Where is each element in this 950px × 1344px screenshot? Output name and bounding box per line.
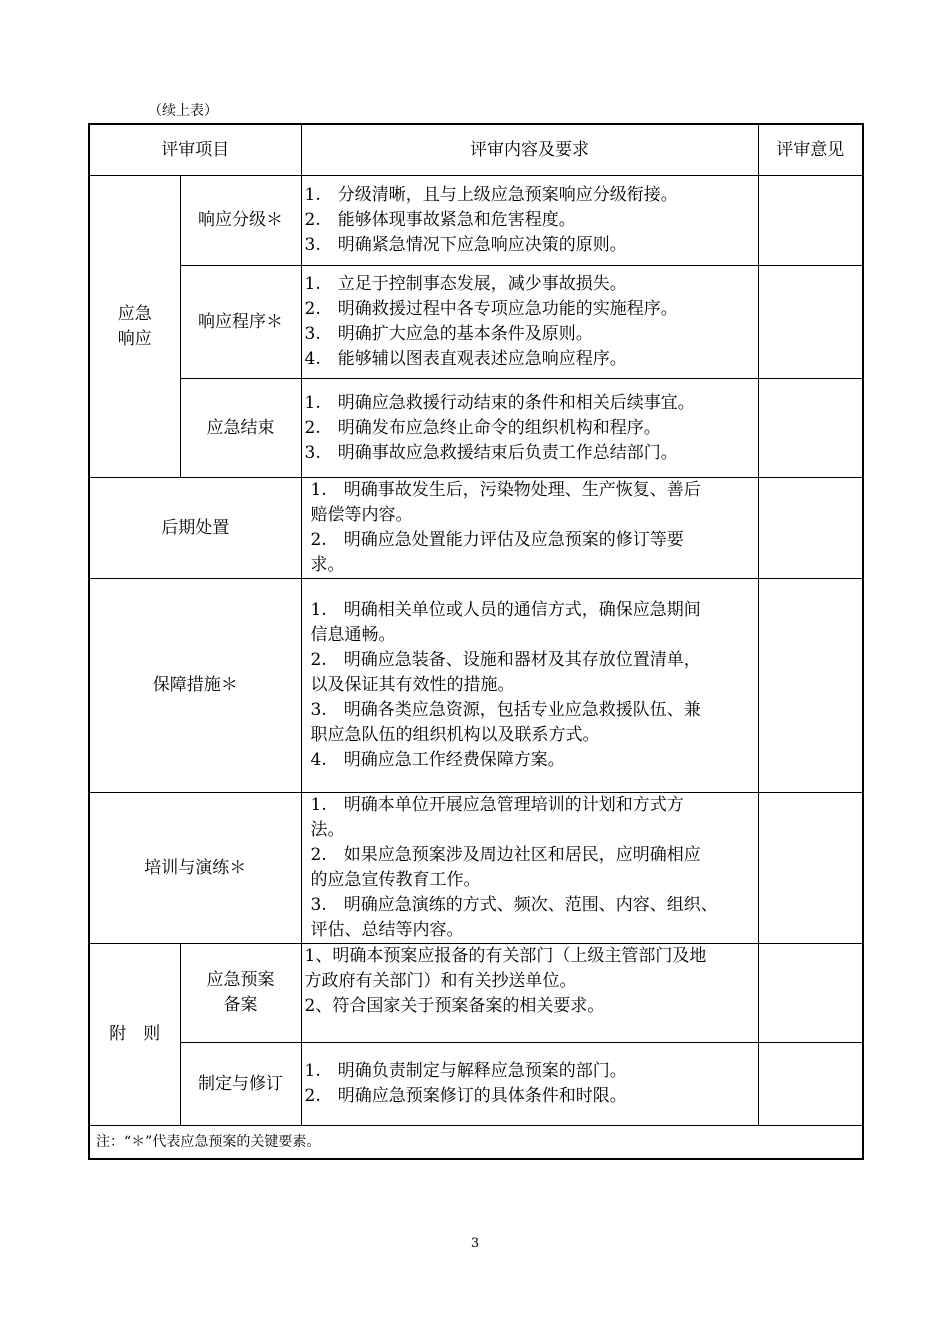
category-safeguard: 保障措施＊: [89, 579, 301, 793]
table-row: [89, 478, 863, 579]
table-row: [89, 176, 863, 266]
content-appendix-revision: 1. 明确负责制定与解释应急预案的部门。 2. 明确应急预案修订的具体条件和时限。: [301, 1043, 758, 1126]
table-row: [89, 793, 863, 944]
table-row: [89, 579, 863, 793]
subitem-appendix-filing: 应急预案 备案: [180, 944, 301, 1043]
review-table: [88, 123, 864, 1160]
category-appendix: 附 则: [89, 944, 180, 1126]
content-aftermath: 1. 明确事故发生后，污染物处理、生产恢复、善后 赔偿等内容。 2. 明确应急处置能力评估及应急预案的修订等要 求。: [301, 478, 758, 579]
header-opinion: 评审意见: [758, 124, 863, 176]
content-response-procedure: 1. 立足于控制事态发展，减少事故损失。 2. 明确救援过程中各专项应急功能的实施程序。 3. 明确扩大应急的基本条件及原则。 4. 能够辅以图表直观表述应急响应程序。: [301, 266, 758, 379]
content-safeguard: 1. 明确相关单位或人员的通信方式，确保应急期间 信息通畅。 2. 明确应急装备、设施和器材及其存放位置清单， 以及保证其有效性的措施。 3. 明确各类应急资源，包括专业应急救援队伍、兼 职应急队伍的组织机构以及联系方式。 4. 明确应急工作经费保障方案。: [301, 579, 758, 793]
subitem-appendix-revision: 制定与修订: [180, 1043, 301, 1126]
subitem-response-procedure: 响应程序＊: [180, 266, 301, 379]
table-row: [89, 379, 863, 478]
opinion-cell[interactable]: [758, 379, 863, 478]
content-training: 1. 明确本单位开展应急管理培训的计划和方式方 法。 2. 如果应急预案涉及周边社区和居民，应明确相应 的应急宣传教育工作。 3. 明确应急演练的方式、频次、范围、内容、组织、 评估、总结等内容。: [301, 793, 758, 944]
subitem-response-grading: 响应分级＊: [180, 176, 301, 266]
page-number: 3: [470, 1236, 480, 1251]
opinion-cell[interactable]: [758, 579, 863, 793]
table-row: [89, 944, 863, 1043]
note-text: 注：“＊”代表应急预案的关键要素。: [89, 1126, 863, 1160]
table-header-row: [89, 124, 863, 176]
content-appendix-filing: 1、明确本预案应报备的有关部门（上级主管部门及地 方政府有关部门）和有关抄送单位。 2、符合国家关于预案备案的相关要求。: [301, 944, 758, 1043]
opinion-cell[interactable]: [758, 793, 863, 944]
table-row: [89, 1043, 863, 1126]
content-response-end: 1. 明确应急救援行动结束的条件和相关后续事宜。 2. 明确发布应急终止命令的组织机构和程序。 3. 明确事故应急救援结束后负责工作总结部门。: [301, 379, 758, 478]
opinion-cell[interactable]: [758, 176, 863, 266]
opinion-cell[interactable]: [758, 266, 863, 379]
opinion-cell[interactable]: [758, 944, 863, 1043]
header-content: 评审内容及要求: [301, 124, 758, 176]
category-training: 培训与演练＊: [89, 793, 301, 944]
header-item: 评审项目: [89, 124, 301, 176]
category-aftermath: 后期处置: [89, 478, 301, 579]
subitem-response-end: 应急结束: [180, 379, 301, 478]
opinion-cell[interactable]: [758, 1043, 863, 1126]
content-response-grading: 1. 分级清晰，且与上级应急预案响应分级衔接。 2. 能够体现事故紧急和危害程度。 3. 明确紧急情况下应急响应决策的原则。: [301, 176, 758, 266]
category-response: 应急 响应: [89, 176, 180, 478]
opinion-cell[interactable]: [758, 478, 863, 579]
table-row: [89, 266, 863, 379]
note-row: [89, 1126, 863, 1160]
table-continuation-caption: （续上表）: [148, 103, 218, 119]
